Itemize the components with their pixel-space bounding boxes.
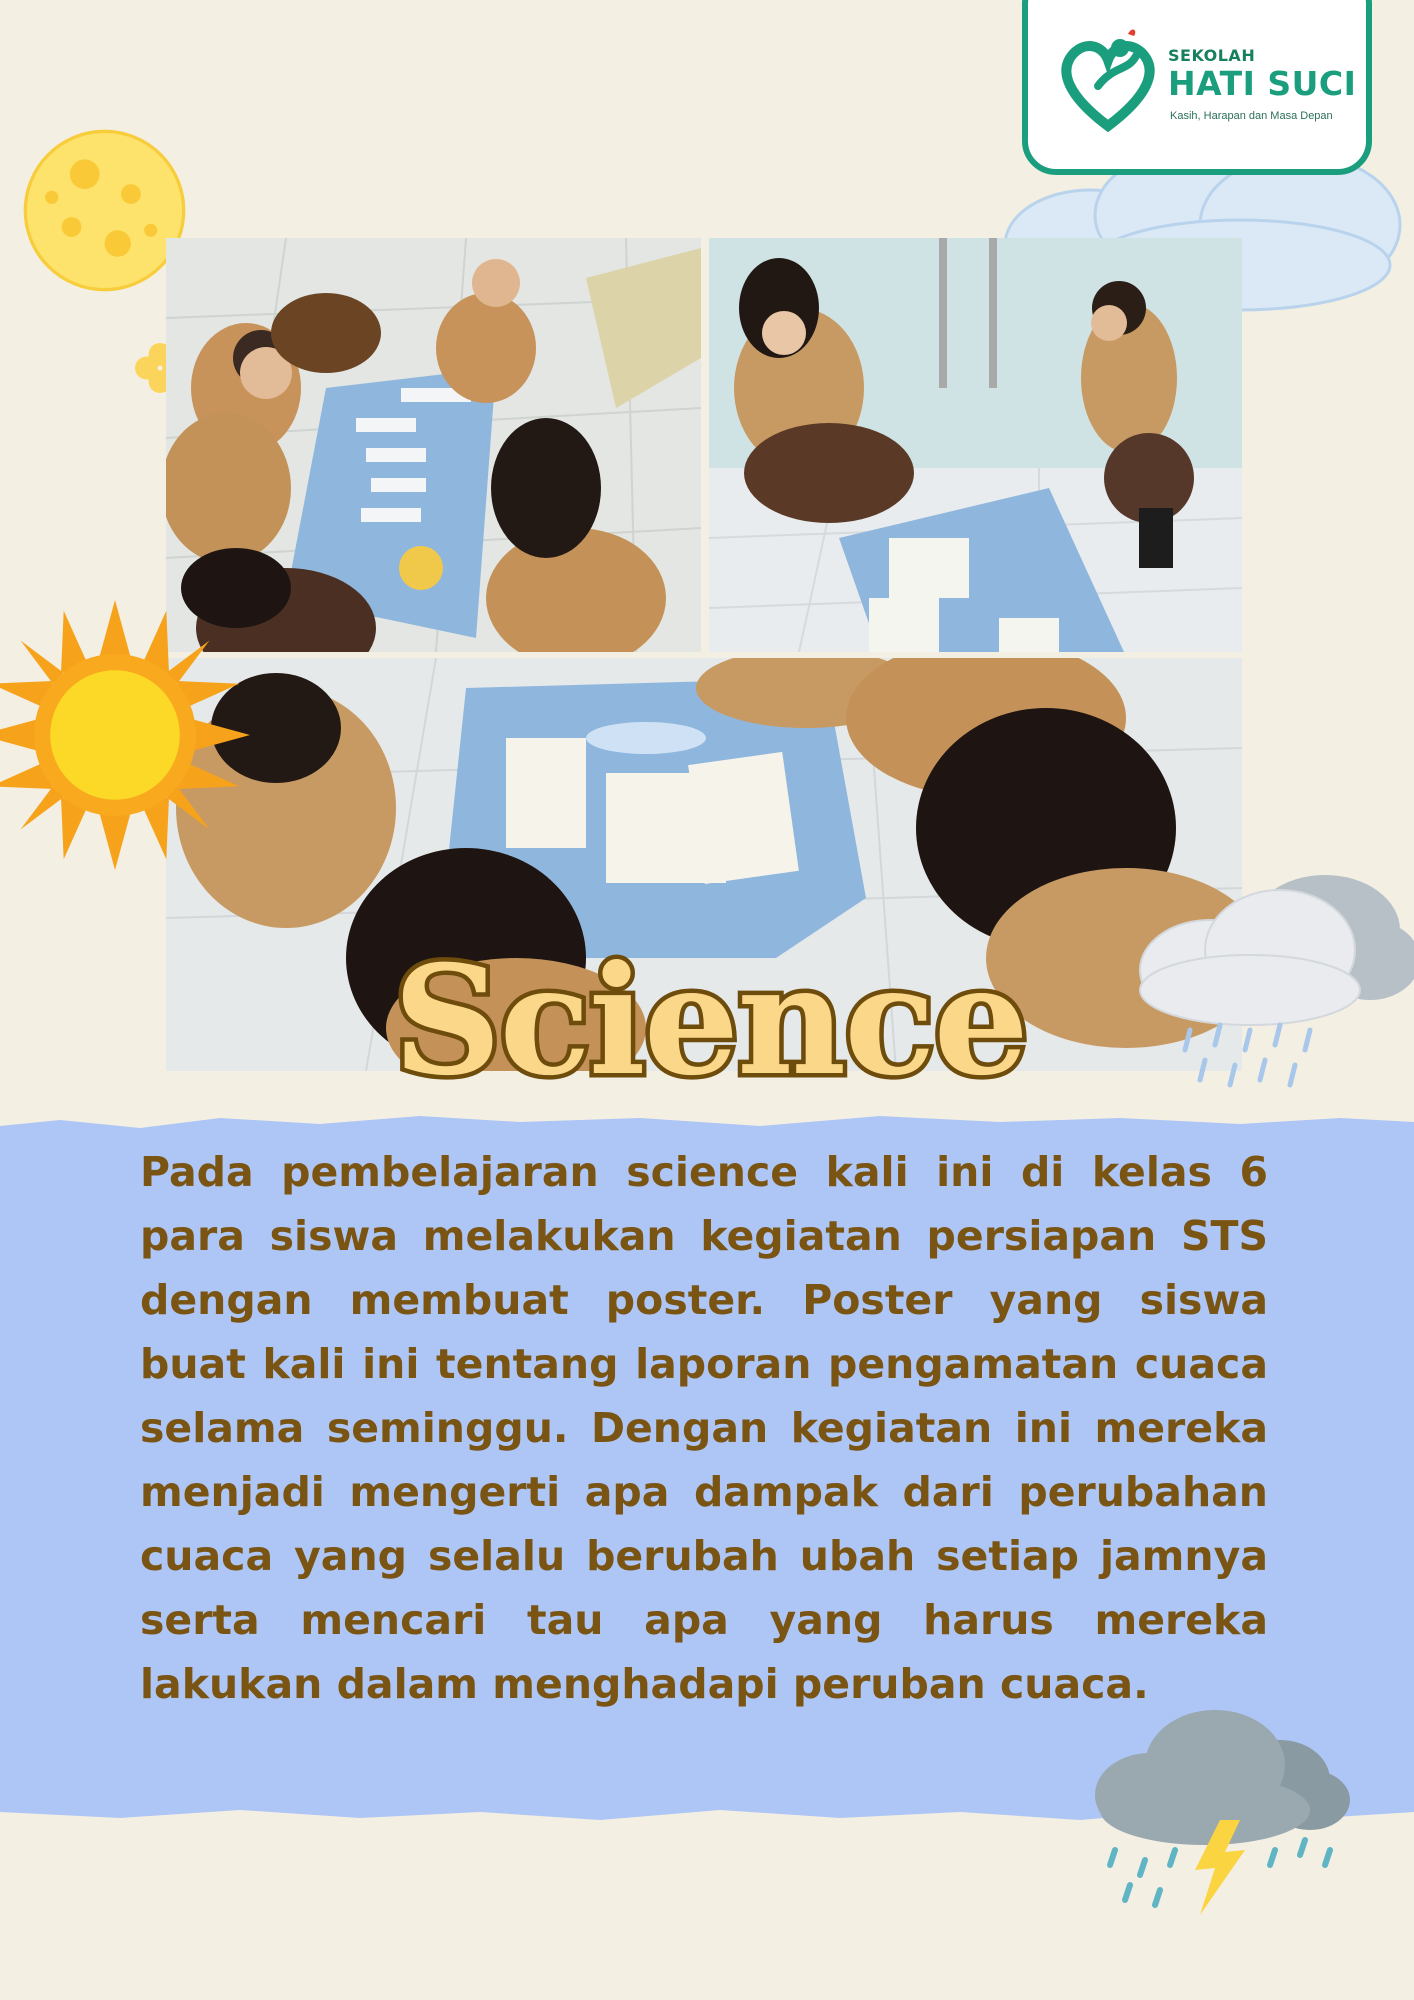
rain-cloud-icon bbox=[1130, 860, 1414, 1110]
students-kneeling-by-poster-photo bbox=[709, 238, 1242, 652]
page-title bbox=[300, 935, 1120, 1110]
title-text: Science bbox=[393, 935, 1027, 1109]
hati-suci-logo-icon bbox=[1058, 26, 1158, 136]
storm-cloud-icon bbox=[1085, 1700, 1355, 1930]
activity-photo-1 bbox=[166, 238, 701, 652]
moon-icon bbox=[22, 128, 187, 293]
logo-tagline: Kasih, Harapan dan Masa Depan bbox=[1170, 110, 1333, 122]
students-working-on-poster-photo bbox=[166, 238, 701, 652]
logo-school-name: HATI SUCI bbox=[1168, 64, 1357, 103]
logo-school-label: SEKOLAH bbox=[1168, 46, 1256, 65]
body-paragraph: Pada pembelajaran science kali ini di kelas 6 para siswa melakukan kegiatan persiapan STS dengan membuat poster. Poster yang siswa buat kali ini tentang laporan pengamatan cuaca selama seminggu. Dengan kegiatan ini mereka menjadi mengerti apa dampak dari perubahan cuaca yang selalu berubah ubah setiap jamnya serta mencari tau apa yang harus mereka lakukan dalam menghadapi peruban cuaca. bbox=[140, 1148, 1268, 1708]
sun-icon bbox=[0, 600, 250, 870]
activity-photo-2 bbox=[709, 238, 1242, 652]
school-logo-card bbox=[1022, 0, 1372, 175]
